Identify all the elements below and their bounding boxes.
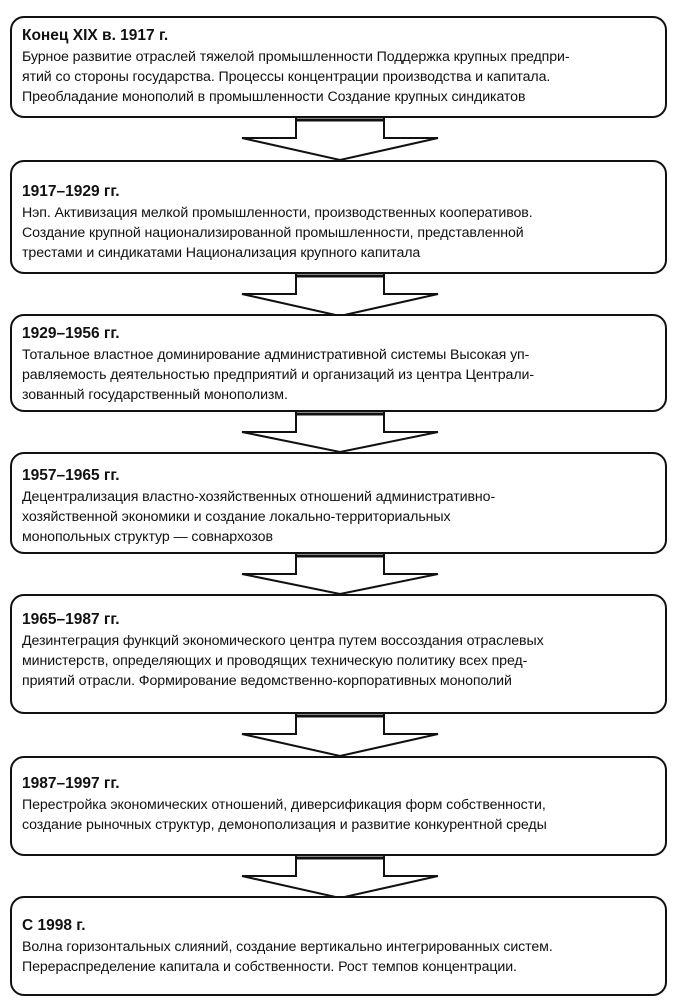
- stage-description: Нэп. Активизация мелкой промышленности, производственных кооперативов. Создание крупной национализированной промышленности, представленной трестами и синдикатами Национализация крупного капитала: [22, 205, 533, 261]
- stage-box-2: [10, 160, 667, 274]
- flow-arrow-3: [238, 412, 442, 454]
- stage-period: 1957–1965 гг.: [22, 467, 120, 484]
- stage-period: 1929–1956 гг.: [22, 325, 120, 342]
- stage-box-3: [10, 314, 667, 412]
- stage-description: Волна горизонтальных слияний, создание вертикально интегрированных систем. Перераспределение капитала и собственности. Рост темпов концентрации.: [22, 939, 553, 975]
- stage-description: Перестройка экономических отношений, диверсификация форм собственности, создание рыночных структур, демонополизация и развитие конкурентной среды: [22, 797, 547, 833]
- stage-description: Дезинтеграция функций экономического центра путем воссоздания отраслевых министерств, определяющих и проводящих техническую политику всех пред- приятий отрасли. Формирование ведомственно-корпоративных монополий: [22, 633, 544, 689]
- flow-arrow-6: [238, 856, 442, 900]
- stage-box-7: [10, 896, 667, 996]
- stage-description: Бурное развитие отраслей тяжелой промышленности Поддержка крупных предпри- ятий со стороны государства. Процессы концентрации производства и капитала. Преобладание монополий в промышленности Создание крупных синдикатов: [22, 49, 570, 105]
- stage-period: Конец XIX в. 1917 г.: [22, 27, 169, 44]
- stage-box-6: [10, 756, 667, 856]
- stage-period: 1917–1929 гг.: [22, 183, 120, 200]
- flow-arrow-2: [238, 274, 442, 318]
- stage-period: С 1998 г.: [22, 917, 86, 934]
- stage-box-1: [10, 16, 667, 118]
- stage-description: Тотальное властное доминирование административной системы Высокая уп- равляемость деятельностью предприятий и организаций из центра Централи- зованный государственный монополизм.: [22, 347, 534, 403]
- stage-period: 1987–1997 гг.: [22, 775, 120, 792]
- flow-arrow-4: [238, 554, 442, 596]
- stage-box-5: [10, 594, 667, 714]
- stage-box-4: [10, 452, 667, 554]
- stage-period: 1965–1987 гг.: [22, 611, 120, 628]
- flow-arrow-1: [238, 118, 442, 162]
- stage-description: Децентрализация властно-хозяйственных отношений административно- хозяйственной экономики и создание локально-территориальных монопольных структур — совнархозов: [22, 489, 496, 545]
- flow-arrow-5: [238, 714, 442, 758]
